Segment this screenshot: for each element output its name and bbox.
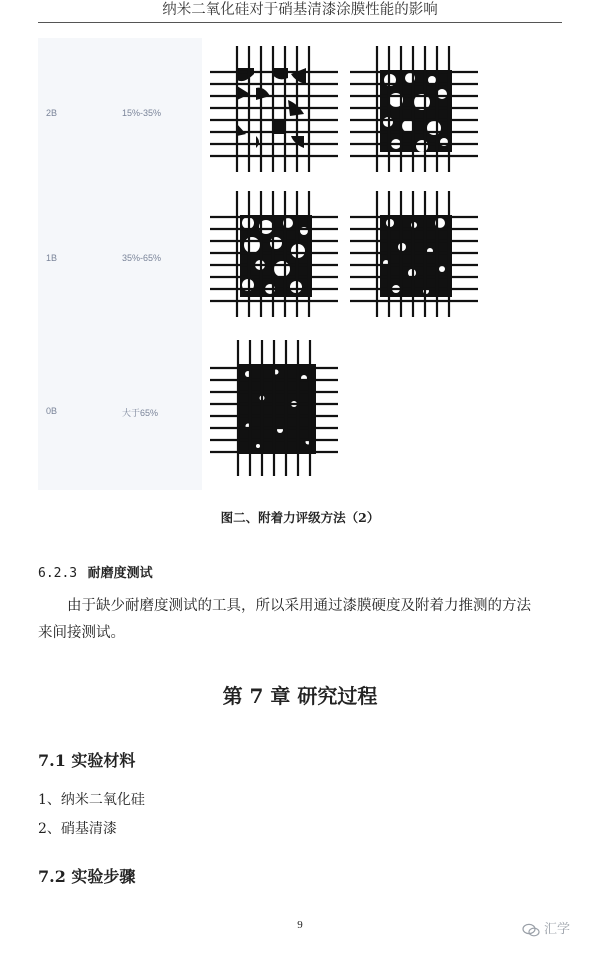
percent-cell — [118, 183, 203, 328]
percent-cell — [118, 38, 203, 183]
section-heading-7-2: 7.2 实验步骤 — [38, 867, 136, 886]
running-header — [38, 0, 562, 23]
crosshatch-1b-sample-b — [344, 189, 484, 323]
grade-cell — [38, 328, 119, 490]
crosshatch-2b-sample-a — [204, 44, 344, 178]
grade-cell — [38, 183, 119, 328]
watermark-text: 汇学 — [544, 922, 571, 937]
section-title: 耐磨度测试 — [87, 566, 153, 581]
body-paragraph-line: 来间接测试。 — [38, 625, 125, 641]
percent-label: 15%-35% — [122, 108, 162, 118]
grade-label: 1B — [46, 253, 58, 263]
list-item: 1、纳米二氧化硅 — [38, 792, 145, 808]
running-header-title: 纳米二氧化硅对于硝基清漆涂膜性能的影响 — [162, 2, 438, 18]
crosshatch-1b-sample-a — [204, 189, 344, 323]
grade-cell — [38, 38, 119, 183]
section-number: 6.2.3 — [38, 566, 78, 581]
adhesion-rating-table — [38, 38, 562, 490]
grade-label: 0B — [46, 406, 58, 416]
crosshatch-0b-sample — [204, 338, 344, 478]
figure-caption: 图二、附着力评级方法（2） — [220, 510, 380, 525]
grade-label: 2B — [46, 108, 58, 118]
page-number: 9 — [297, 919, 303, 931]
wechat-bubble-icon — [522, 923, 540, 937]
section-heading-7-1: 7.1 实验材料 — [38, 751, 136, 770]
section-heading-6-2-3 — [38, 562, 153, 581]
body-paragraph-line: 由于缺少耐磨度测试的工具，所以采用通过漆膜硬度及附着力推测的方法 — [67, 598, 531, 614]
list-item: 2、硝基清漆 — [38, 821, 117, 837]
percent-cell — [118, 328, 203, 490]
crosshatch-2b-sample-b — [344, 44, 484, 178]
watermark — [522, 918, 570, 937]
percent-label: 35%-65% — [122, 253, 162, 263]
chapter-title: 第 7 章 研究过程 — [222, 684, 378, 708]
percent-label: 大于65% — [122, 408, 159, 418]
